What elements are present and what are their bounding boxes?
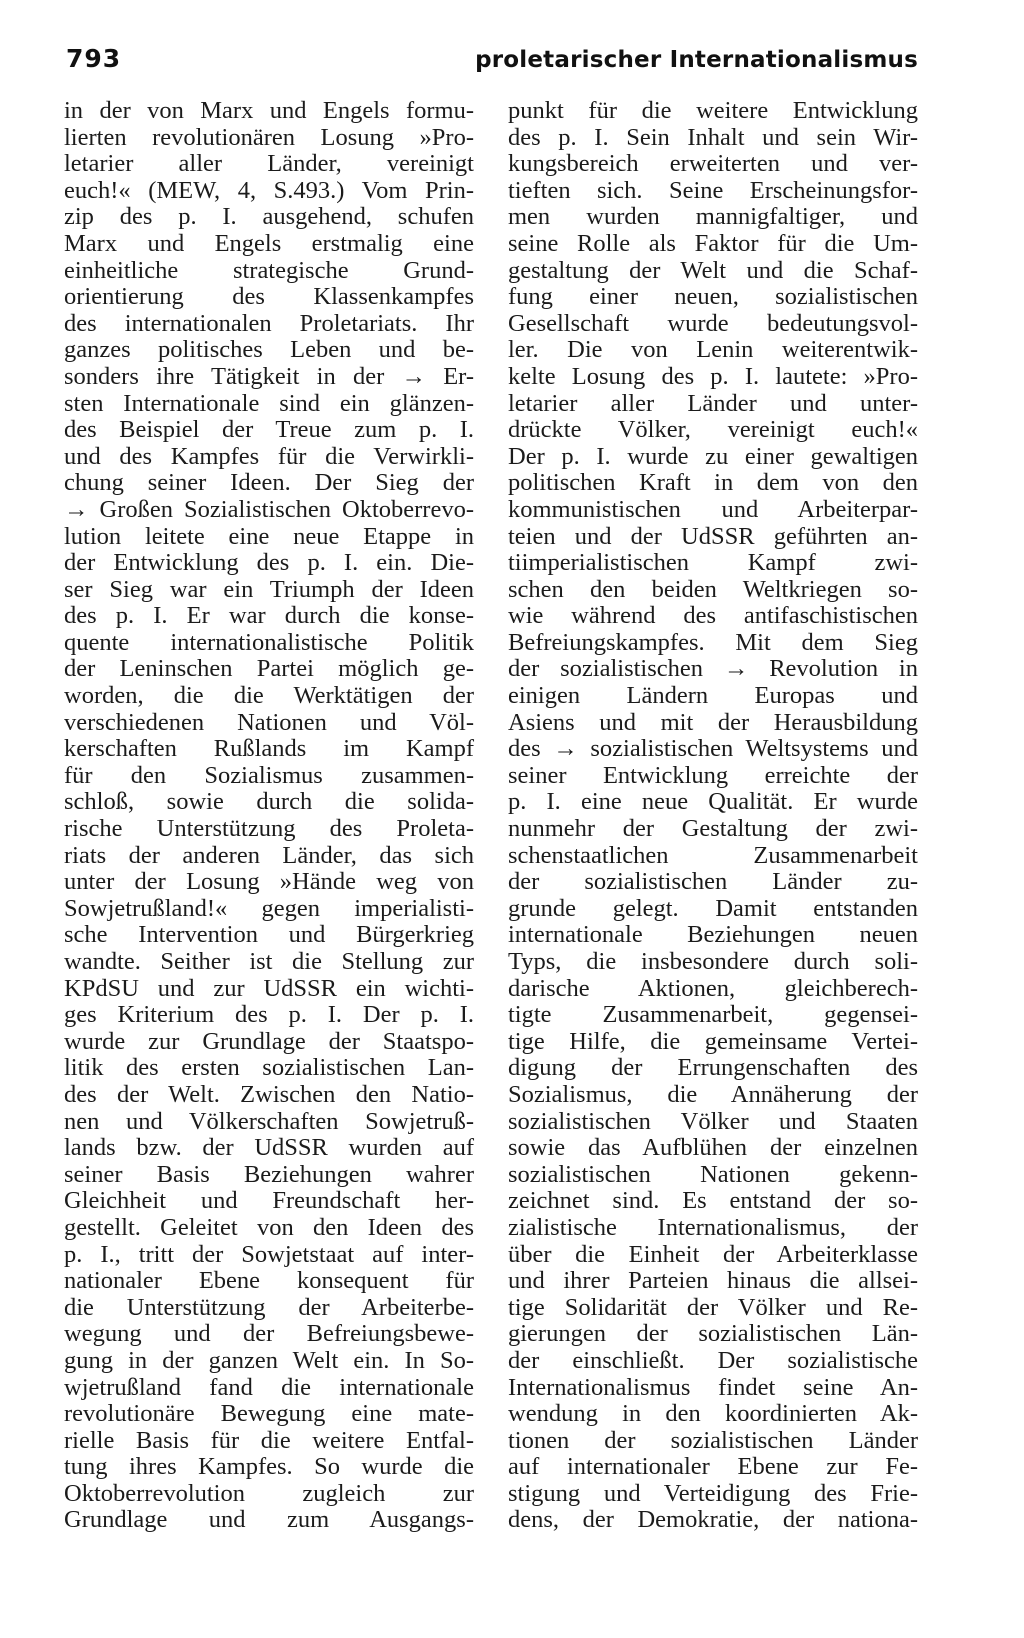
text-line: chung seiner Ideen. Der Sieg der — [64, 469, 474, 497]
text-line: lierten revolutionären Losung »Pro- — [64, 123, 474, 151]
text-line: Sozialismus, die Annäherung der — [508, 1080, 918, 1108]
text-line: verschiedenen Nationen und Völ- — [64, 708, 474, 736]
text-line: fung einer neuen, sozialistischen — [508, 283, 918, 311]
text-line: lands bzw. der UdSSR wurden auf — [64, 1134, 474, 1162]
text-line: schen den beiden Weltkriegen so- — [508, 575, 918, 603]
text-line: nen und Völkerschaften Sowjetruß- — [64, 1107, 474, 1135]
text-line: sowie das Aufblühen der einzelnen — [508, 1134, 918, 1162]
text-line: internationale Beziehungen neuen — [508, 921, 918, 949]
text-line: wegung und der Befreiungsbewe- — [64, 1320, 474, 1348]
text-line: kungsbereich erweiterten und ver- — [508, 150, 918, 178]
text-line: sten Internationale sind ein glänzen- — [64, 389, 474, 417]
text-line: tung ihres Kampfes. So wurde die — [64, 1453, 474, 1481]
text-line: Internationalismus findet seine An- — [508, 1373, 918, 1401]
text-line: kelte Losung des p. I. lautete: »Pro- — [508, 362, 918, 390]
text-line: ges Kriterium des p. I. Der p. I. — [64, 1001, 474, 1029]
text-line: drückte Völker, vereinigt euch!« — [508, 416, 918, 444]
text-line: seiner Basis Beziehungen wahrer — [64, 1160, 474, 1188]
text-line: unter der Losung »Hände weg von — [64, 868, 474, 896]
text-line: des der Welt. Zwischen den Natio- — [64, 1080, 474, 1108]
running-head: proletarischer Internationalismus — [475, 47, 918, 73]
text-line: Gleichheit und Freundschaft her- — [64, 1187, 474, 1215]
text-line: zialistische Internationalismus, der — [508, 1213, 918, 1241]
text-line: über die Einheit der Arbeiterklasse — [508, 1240, 918, 1268]
text-line: KPdSU und zur UdSSR ein wichti- — [64, 974, 474, 1002]
text-line: seine Rolle als Faktor für die Um- — [508, 229, 918, 257]
text-line: Asiens und mit der Herausbildung — [508, 708, 918, 736]
text-line: men wurden mannigfaltiger, und — [508, 203, 918, 231]
text-line: tigte Zusammenarbeit, gegensei- — [508, 1001, 918, 1029]
text-line: teien und der UdSSR geführten an- — [508, 522, 918, 550]
text-line: stigung und Verteidigung des Frie- — [508, 1479, 918, 1507]
text-line: p. I., tritt der Sowjetstaat auf inter- — [64, 1240, 474, 1268]
text-line: Grundlage und zum Ausgangs- — [64, 1506, 474, 1534]
text-line: des p. I. Sein Inhalt und sein Wir- — [508, 123, 918, 151]
text-line: riats der anderen Länder, das sich — [64, 841, 474, 869]
text-line: wjetrußland fand die internationale — [64, 1373, 474, 1401]
text-line: für den Sozialismus zusammen- — [64, 761, 474, 789]
text-line: sozialistischen Nationen gekenn- — [508, 1160, 918, 1188]
text-line: gestellt. Geleitet von den Ideen des — [64, 1213, 474, 1241]
text-line: und ihrer Parteien hinaus die allsei- — [508, 1267, 918, 1295]
text-line: lution leitete eine neue Etappe in — [64, 522, 474, 550]
text-line: sche Intervention und Bürgerkrieg — [64, 921, 474, 949]
text-line: → Großen Sozialistischen Oktoberrevo- — [64, 495, 474, 523]
page-header — [66, 44, 918, 78]
text-line: einigen Ländern Europas und — [508, 682, 918, 710]
text-line: der sozialistischen → Revolution in — [508, 655, 918, 683]
text-line: tionen der sozialistischen Länder — [508, 1426, 918, 1454]
text-line: schloß, sowie durch die solida- — [64, 788, 474, 816]
text-line: nationaler Ebene konsequent für — [64, 1267, 474, 1295]
text-line: wie während des antifaschistischen — [508, 602, 918, 630]
text-line: ganzes politisches Leben und be- — [64, 336, 474, 364]
text-line: orientierung des Klassenkampfes — [64, 283, 474, 311]
text-line: wurde zur Grundlage der Staatspo- — [64, 1027, 474, 1055]
text-line: der Leninschen Partei möglich ge- — [64, 655, 474, 683]
text-line: grunde gelegt. Damit entstanden — [508, 894, 918, 922]
text-line: der sozialistischen Länder zu- — [508, 868, 918, 896]
text-line: letarier aller Länder, vereinigt — [64, 150, 474, 178]
text-line: zip des p. I. ausgehend, schufen — [64, 203, 474, 231]
text-line: der Entwicklung des p. I. ein. Die- — [64, 549, 474, 577]
right-text-column — [508, 98, 918, 1534]
text-line: darische Aktionen, gleichberech- — [508, 974, 918, 1002]
text-line: zeichnet sind. Es entstand der so- — [508, 1187, 918, 1215]
text-line: revolutionäre Bewegung eine mate- — [64, 1400, 474, 1428]
text-line: digung der Errungenschaften des — [508, 1054, 918, 1082]
text-line: tieften sich. Seine Erscheinungsfor- — [508, 176, 918, 204]
text-line: tige Solidarität der Völker und Re- — [508, 1293, 918, 1321]
text-line: worden, die die Werktätigen der — [64, 682, 474, 710]
text-line: Gesellschaft wurde bedeutungsvol- — [508, 309, 918, 337]
text-line: gierungen der sozialistischen Län- — [508, 1320, 918, 1348]
text-line: ser Sieg war ein Triumph der Ideen — [64, 575, 474, 603]
text-line: Typs, die insbesondere durch soli- — [508, 948, 918, 975]
text-line: des p. I. Er war durch die konse- — [64, 602, 474, 630]
text-line: gung in der ganzen Welt ein. In So- — [64, 1346, 474, 1374]
text-line: schenstaatlichen Zusammenarbeit — [508, 841, 918, 869]
text-line: quente internationalistische Politik — [64, 628, 474, 656]
text-line: der einschließt. Der sozialistische — [508, 1346, 918, 1374]
text-line: des internationalen Proletariats. Ihr — [64, 309, 474, 337]
text-line: rische Unterstützung des Proleta- — [64, 815, 474, 843]
text-line: einheitliche strategische Grund- — [64, 256, 474, 284]
text-line: nunmehr der Gestaltung der zwi- — [508, 815, 918, 843]
left-text-column — [64, 98, 474, 1534]
text-line: p. I. eine neue Qualität. Er wurde — [508, 788, 918, 816]
text-line: kommunistischen und Arbeiterpar- — [508, 495, 918, 523]
text-line: euch!« (MEW, 4, S.493.) Vom Prin- — [64, 176, 474, 204]
text-line: Sowjetrußland!« gegen imperialisti- — [64, 894, 474, 922]
text-line: in der von Marx und Engels formu- — [64, 97, 474, 124]
text-line: und des Kampfes für die Verwirkli- — [64, 442, 474, 470]
text-line: des Beispiel der Treue zum p. I. — [64, 416, 474, 444]
text-line: politischen Kraft in dem von den — [508, 469, 918, 497]
text-line: tige Hilfe, die gemeinsame Vertei- — [508, 1027, 918, 1055]
text-line: litik des ersten sozialistischen Lan- — [64, 1054, 474, 1082]
text-line: gestaltung der Welt und die Schaf- — [508, 256, 918, 284]
text-line: punkt für die weitere Entwicklung — [508, 97, 918, 124]
text-line: sozialistischen Völker und Staaten — [508, 1107, 918, 1135]
page-number: 793 — [66, 44, 122, 73]
text-line: sonders ihre Tätigkeit in der → Er- — [64, 362, 474, 390]
text-line: seiner Entwicklung erreichte der — [508, 761, 918, 789]
text-line: die Unterstützung der Arbeiterbe- — [64, 1293, 474, 1321]
text-line: letarier aller Länder und unter- — [508, 389, 918, 417]
text-line: Der p. I. wurde zu einer gewaltigen — [508, 442, 918, 470]
text-line: ler. Die von Lenin weiterentwik- — [508, 336, 918, 364]
text-line: Marx und Engels erstmalig eine — [64, 229, 474, 257]
text-line: tiimperialistischen Kampf zwi- — [508, 549, 918, 577]
text-line: Befreiungskampfes. Mit dem Sieg — [508, 628, 918, 656]
text-line: dens, der Demokratie, der nationa- — [508, 1506, 918, 1534]
text-line: wendung in den koordinierten Ak- — [508, 1400, 918, 1428]
text-line: auf internationaler Ebene zur Fe- — [508, 1453, 918, 1481]
text-line: des → sozialistischen Weltsystems und — [508, 735, 918, 763]
text-line: rielle Basis für die weitere Entfal- — [64, 1426, 474, 1454]
text-line: wandte. Seither ist die Stellung zur — [64, 948, 474, 975]
text-line: kerschaften Rußlands im Kampf — [64, 735, 474, 763]
text-line: Oktoberrevolution zugleich zur — [64, 1479, 474, 1507]
